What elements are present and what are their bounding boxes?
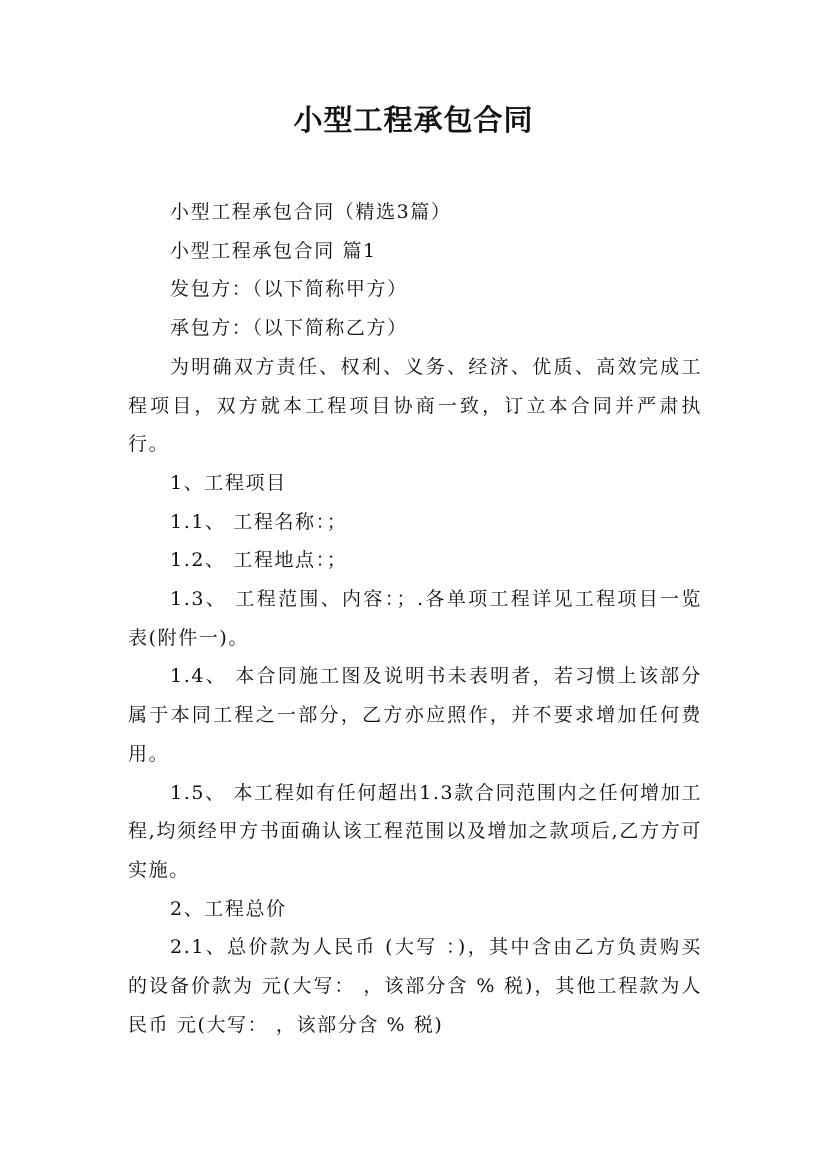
paragraph-employer: 发包方：（以下简称甲方）: [170, 278, 408, 301]
paragraph-subtitle: 小型工程承包合同（精选3篇）: [170, 201, 452, 223]
paragraph-part-heading: 小型工程承包合同 篇1: [170, 239, 377, 262]
section-heading-total-price: 2、工程总价: [170, 897, 287, 920]
paragraph-contractor: 承包方：（以下简称乙方）: [170, 317, 408, 340]
clause-1-1: 1.1、 工程名称：；: [170, 510, 348, 533]
clause-1-5: 1.5、 本工程如有任何超出1.3款合同范围内之任何增加工程,均须经甲方书面确认该工程范围以及增加之款项后,乙方方可实施。: [128, 781, 702, 881]
clause-1-3: 1.3、 工程范围、内容：；.各单项工程详见工程项目一览表(附件一)。: [128, 588, 702, 649]
clause-1-2: 1.2、 工程地点：；: [170, 549, 348, 572]
document-title: 小型工程承包合同: [293, 103, 534, 137]
paragraph-preamble: 为明确双方责任、权利、义务、经济、优质、高效完成工程项目，双方就本工程项目协商一致，订立本合同并严肃执行。: [128, 355, 702, 456]
document-body: [128, 193, 702, 1044]
clause-1-4: 1.4、 本合同施工图及说明书未表明者，若习惯上该部分属于本同工程之一部分，乙方亦应照作，并不要求增加任何费用。: [128, 665, 702, 765]
section-heading-project: 1、工程项目: [170, 471, 287, 494]
clause-2-1: 2.1、总价款为人民币 (大写 ：)，其中含由乙方负责购买的设备价款为 元(大写： ，该部分含 % 税)，其他工程款为人民币 元(大写： ，该部分含 % 税): [128, 936, 702, 1036]
